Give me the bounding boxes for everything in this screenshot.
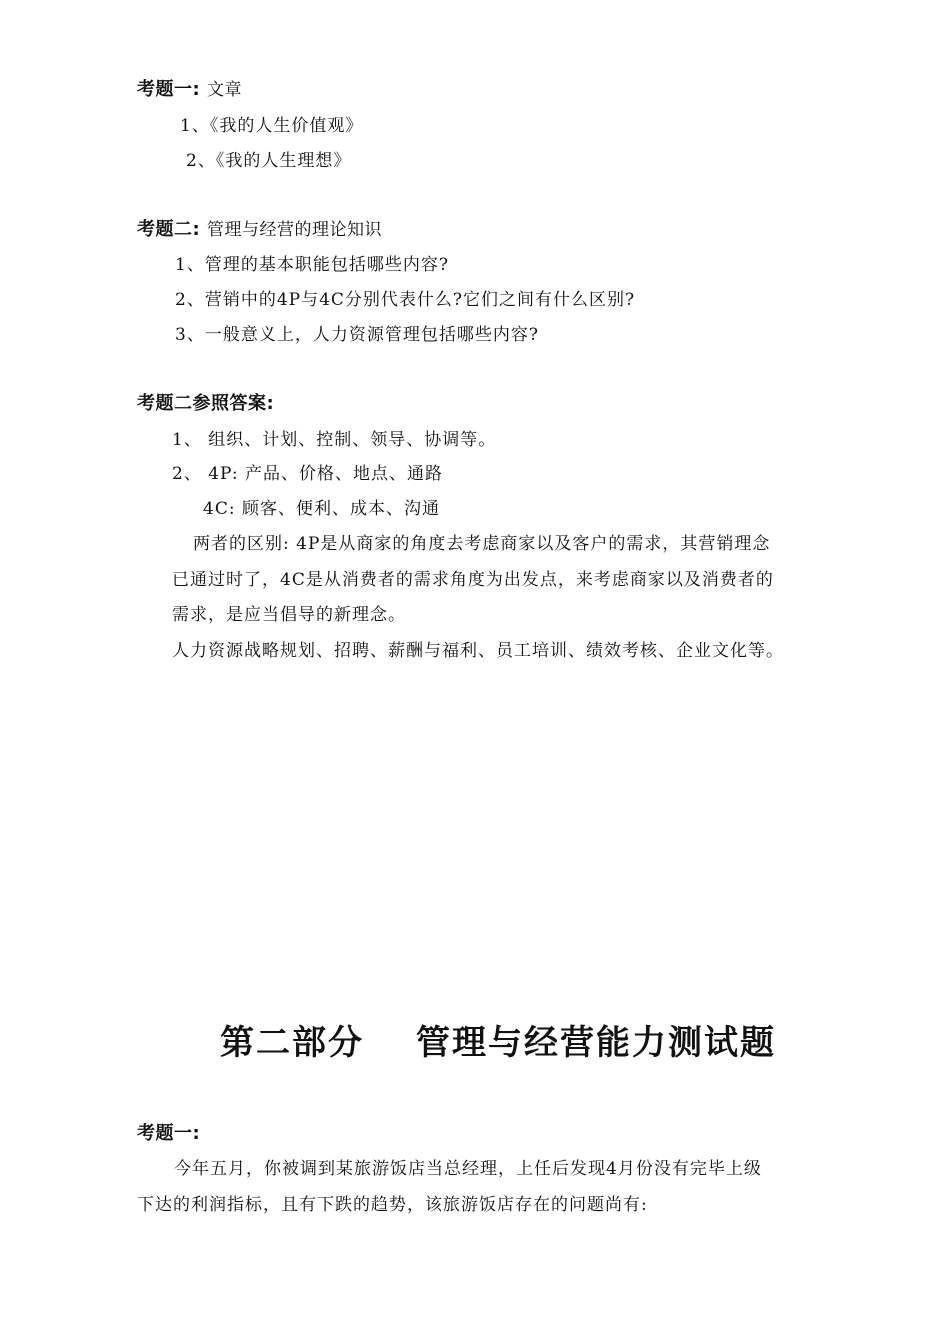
answer-1: 1、 组织、计划、控制、领导、协调等。 [172,430,497,450]
part2-question1-heading: 考题一: [137,1123,201,1144]
section2-item-2: 2、营销中的4P与4C分别代表什么?它们之间有什么区别? [175,290,636,310]
section1-subject: 文章 [206,80,242,100]
answer-2-difference-line-3: 需求，是应当倡导的新理念。 [172,605,406,625]
part2-question1-body-line-2: 下达的利润指标，且有下跌的趋势，该旅游饭店存在的问题尚有: [137,1195,648,1215]
answer-2-4p: 2、 4P: 产品、价格、地点、通路 [172,464,443,484]
part2-title-left: 第二部分 [220,1023,364,1063]
part2-title-right: 管理与经营能力测试题 [416,1023,776,1063]
section1-item-2: 2、《我的人生理想》 [186,151,352,171]
section1-item-1: 1、《我的人生价值观》 [180,116,364,136]
part2-title [220,1021,776,1065]
section1-heading: 考题一: [137,79,201,100]
section2-item-3: 3、一般意义上，人力资源管理包括哪些内容? [175,325,539,345]
answer-2-4c: 4C: 顾客、便利、成本、沟通 [203,499,440,519]
answer-2-difference-line-1: 两者的区别: 4P是从商家的角度去考虑商家以及客户的需求，其营销理念 [193,534,771,554]
answer-3: 人力资源战略规划、招聘、薪酬与福利、员工培训、绩效考核、企业文化等。 [172,641,784,661]
section2-item-1: 1、管理的基本职能包括哪些内容? [175,255,449,275]
section2-subject: 管理与经营的理论知识 [206,220,382,240]
answer-2-difference-line-2: 已通过时了，4C是从消费者的需求角度为出发点，来考虑商家以及消费者的 [172,570,774,590]
section1-heading-line [137,78,242,102]
section2-heading: 考题二: [137,219,201,240]
section2-heading-line [137,218,382,242]
part2-question1-body-line-1: 今年五月，你被调到某旅游饭店当总经理，上任后发现4月份没有完毕上级 [174,1159,762,1179]
answers-heading: 考题二参照答案: [137,393,275,414]
